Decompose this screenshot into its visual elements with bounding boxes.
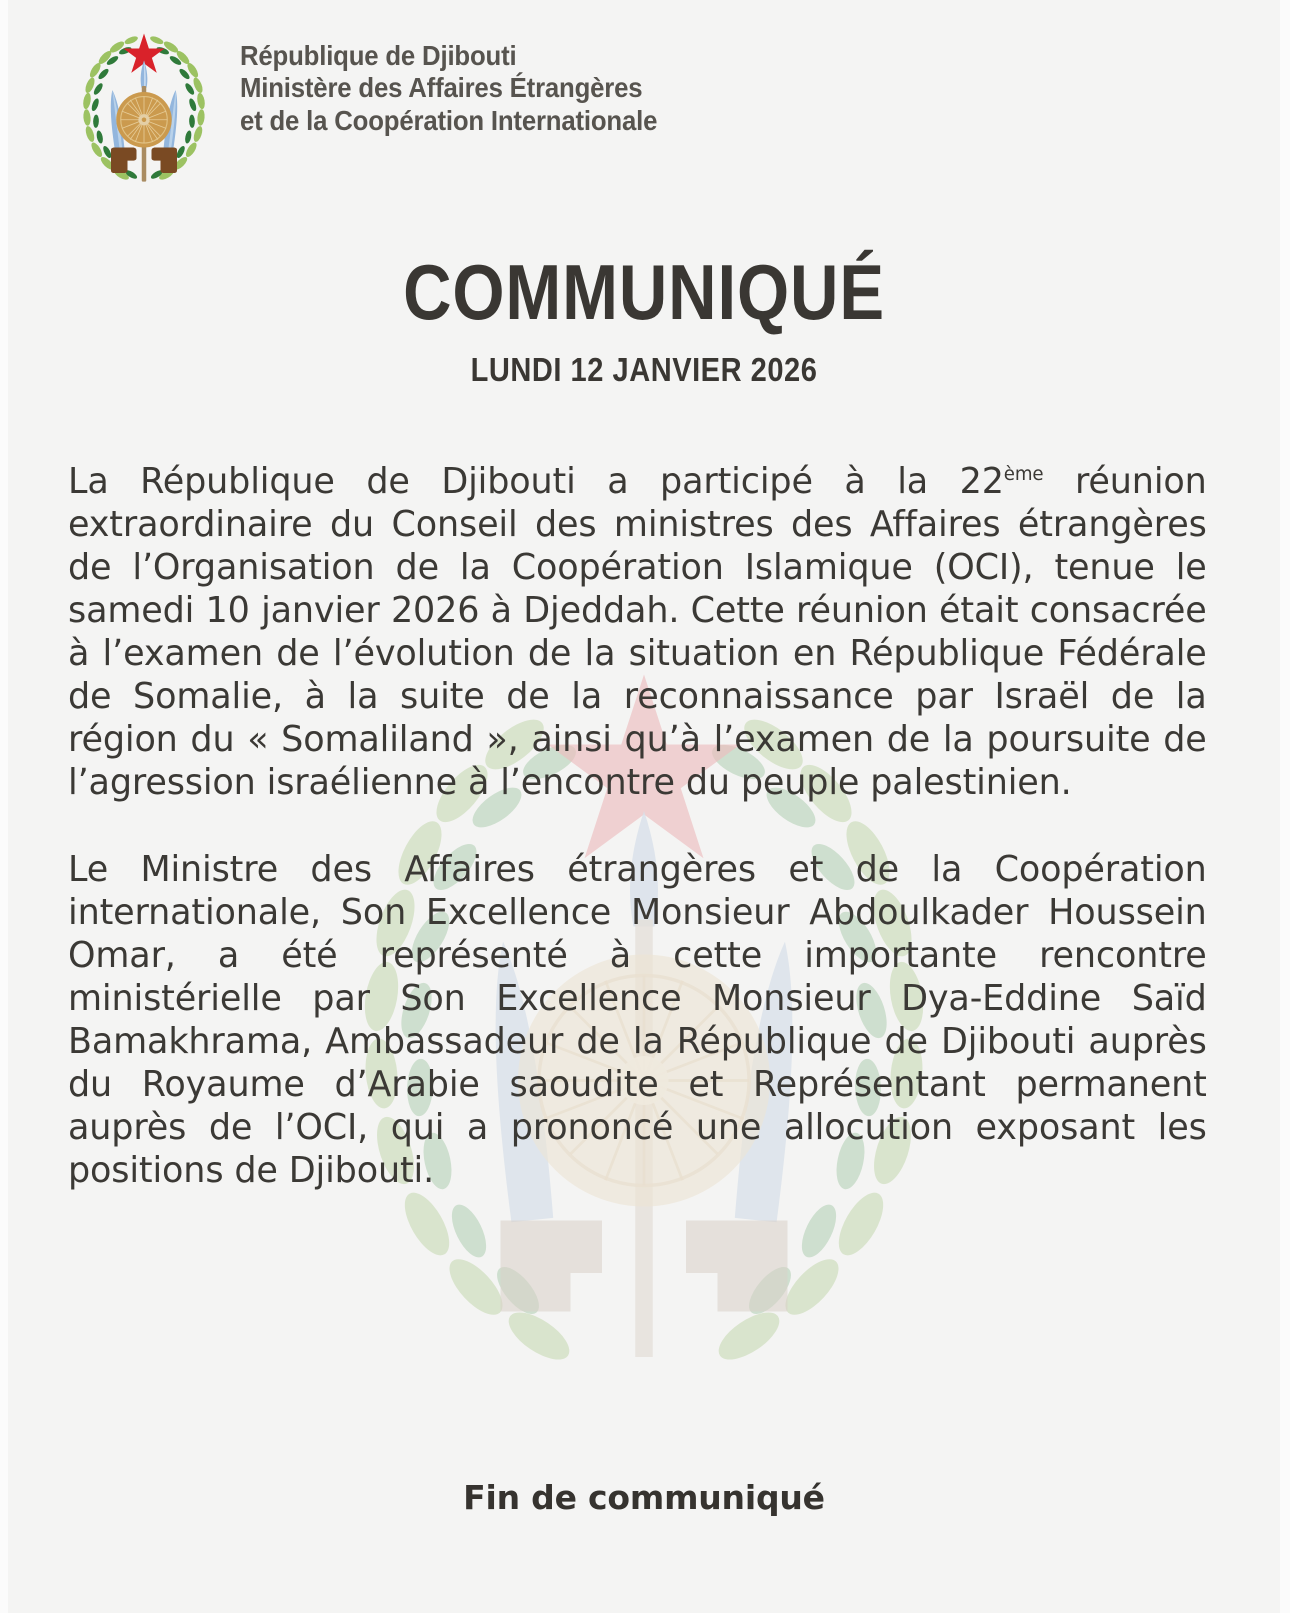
ministry-line-republic: République de Djibouti (240, 40, 517, 71)
communique-body (68, 460, 1224, 1192)
title-block (8, 248, 1280, 388)
document-header (8, 0, 1280, 191)
paragraph-2: Le Ministre des Affaires étrangères et de la Coopération internationale, Son Excellence Monsieur Abdoulkader Houssein Omar, a été représenté à cette importante rencontre ministérielle par Son Excellence Monsieur Dya-Eddine Saïd Bamakhrama, Ambassadeur de la République de Djibouti auprès du Royaume d’Arabie saoudite et Représentant permanent auprès de l’OCI, qui a prononcé une allocution exposant les positions de Djibouti. (68, 849, 1207, 1191)
communique-date: LUNDI 12 JANVIER 2026 (470, 351, 818, 388)
paragraph-1 (68, 460, 1207, 804)
ordinal-suffix: ème (1003, 464, 1044, 486)
end-of-communique-note: Fin de communiqué (463, 1478, 825, 1517)
ministry-line-ministry: Ministère des Affaires Étrangères (240, 72, 643, 104)
paragraph-1-part-1: La République de Djibouti a participé à la 22 (68, 461, 1004, 502)
ministry-title-block (240, 26, 657, 137)
ministry-line-cooperation: et de la Coopération Internationale (240, 104, 658, 136)
coat-of-arms-icon (64, 26, 224, 191)
paragraph-1-part-2: réunion extraordinaire du Conseil des ministres des Affaires étrangères de l’Organisation de la Coopération Islamique (OCI), tenue le samedi 10 janvier 2026 à Djeddah. Cette réunion était consacrée à l’examen de l’évolution de la situation en République Fédérale de Somalie, à la suite de la reconnaissance par Israël de la région du « Somaliland », ainsi qu’à l’examen de la poursuite de l’agression israélienne à l’encontre du peuple palestinien. (68, 461, 1207, 803)
shield-icon (116, 92, 172, 148)
page-title: COMMUNIQUÉ (403, 248, 885, 336)
